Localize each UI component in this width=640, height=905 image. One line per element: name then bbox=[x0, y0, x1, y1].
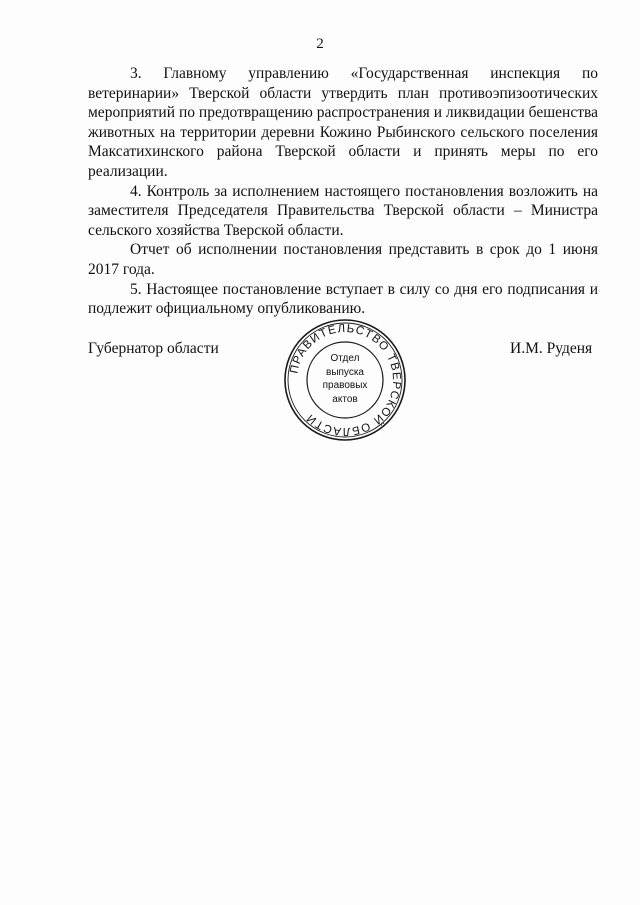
signer-title: Губернатор области bbox=[88, 340, 219, 357]
paragraph-report: Отчет об исполнении постановления представить в срок до 1 июня 2017 года. bbox=[88, 241, 598, 278]
stamp-line: Отдел bbox=[330, 353, 360, 364]
signer-name: И.М. Руденя bbox=[510, 340, 593, 357]
stamp-line: правовых bbox=[322, 380, 368, 391]
stamp-line: актов bbox=[332, 393, 358, 405]
paragraph-4: 4. Контроль за исполнением настоящего постановления возложить на заместителя Председателя Правительства Тверской области – Министра сельского хозяйства Тверской области. bbox=[88, 182, 598, 239]
paragraph-3: 3. Главному управлению «Государственная инспекция по ветеринарии» Тверской области утвердить план противоэпизоотических мероприятий по предотвращению распространения и ликвидации бешенства животных на территории деревни Кожино Рыбинского сельского поселения Максатихинского района Тверской области и принять меры по его реализации. bbox=[88, 65, 598, 180]
stamp-inner-text bbox=[283, 352, 407, 406]
paragraph-5: 5. Настоящее постановление вступает в силу со дня его подписания и подлежит официальному опубликованию. bbox=[88, 280, 598, 318]
stamp-ring-text: ПРАВИТЕЛЬСТВО ТВЕРСКОЙ ОБЛАСТИ bbox=[288, 322, 403, 438]
stamp-line: выпуска bbox=[326, 366, 364, 378]
document-body bbox=[88, 64, 598, 319]
official-stamp bbox=[283, 318, 407, 442]
page-number: 2 bbox=[316, 36, 324, 52]
